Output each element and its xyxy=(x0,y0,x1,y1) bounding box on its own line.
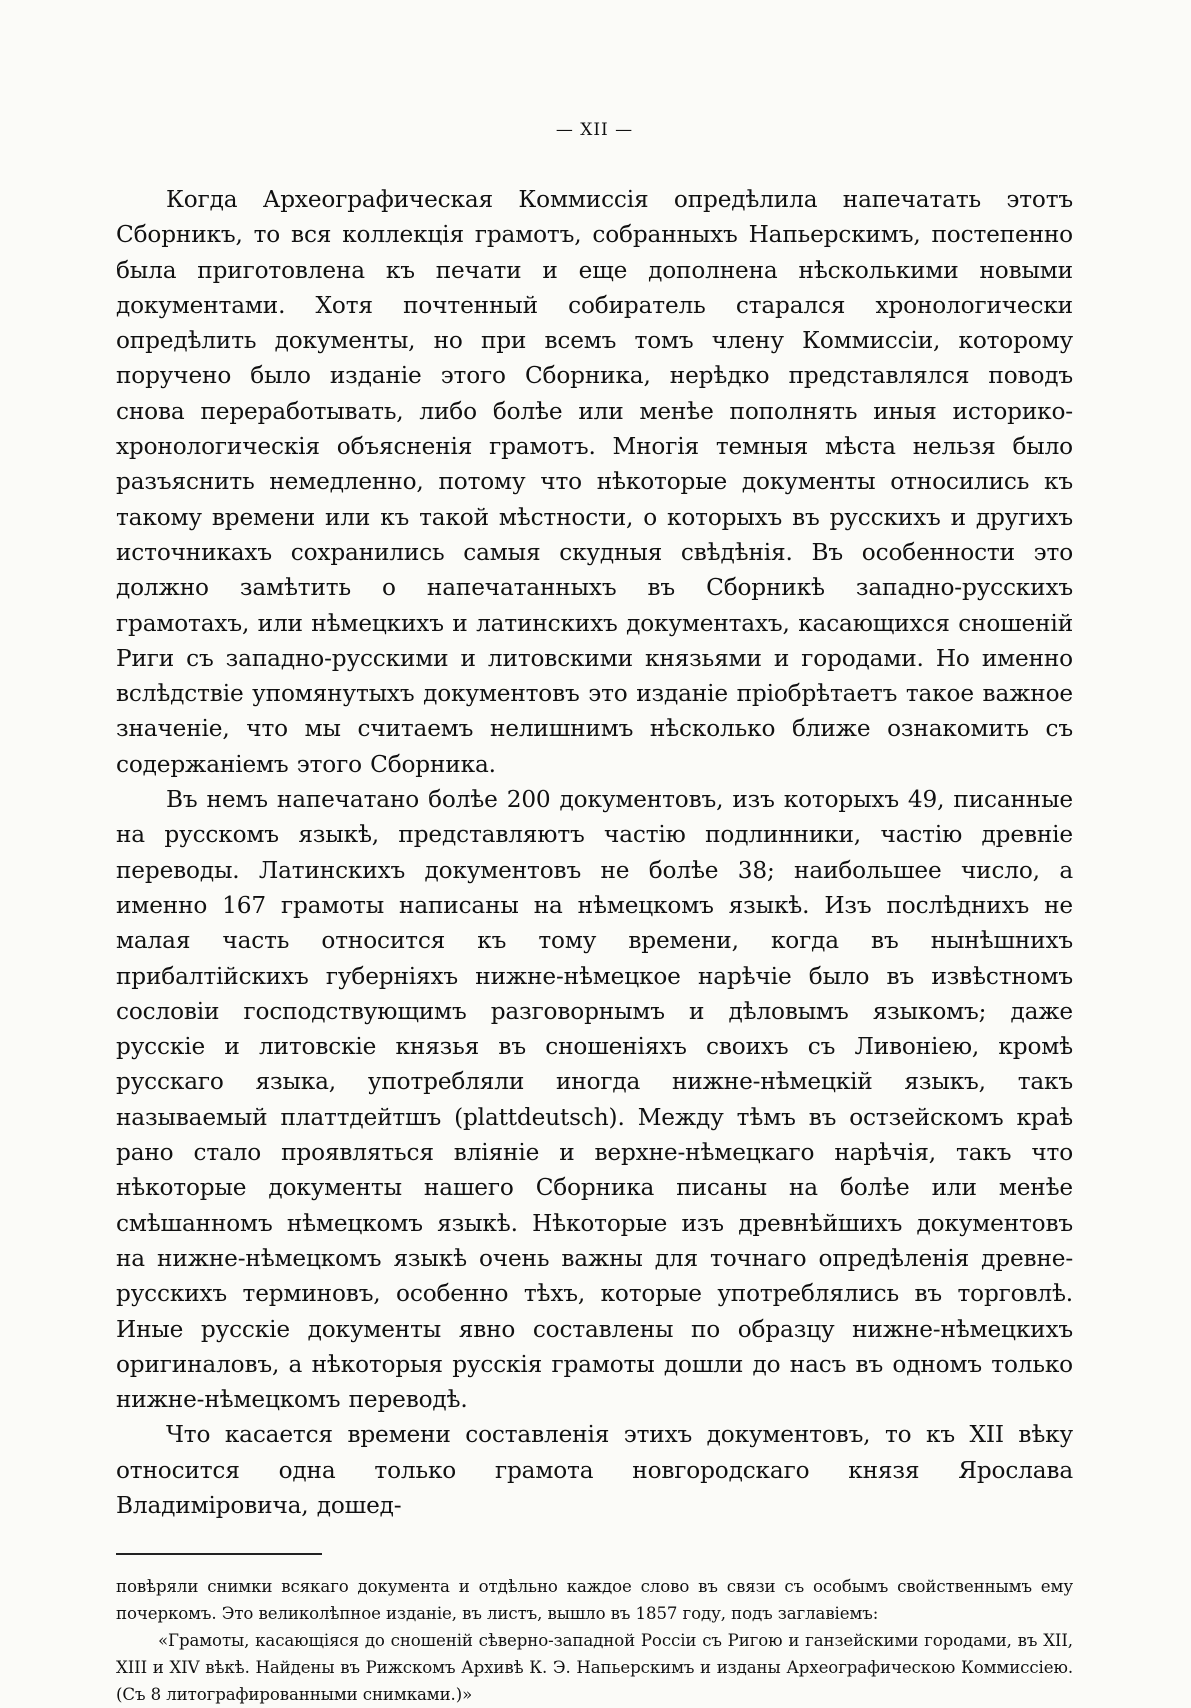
main-text xyxy=(116,182,1073,1523)
paragraph: Что касается времени составленія этихъ документовъ, то къ XII вѣку относится одна только грамота новгородскаго князя Ярослава Владиміровича, дошед- xyxy=(116,1421,1073,1519)
footnote-title-citation: «Грамоты, касающіяся до сношеній сѣверно-западной Россіи съ Ригою и ганзейскими городами, въ XII, XIII и XIV вѣкѣ. Найдены въ Рижскомъ Архивѣ К. Э. Напьерскимъ и изданы Археографическою Коммиссіею. (Съ 8 литографированными снимками.)» xyxy=(116,1631,1073,1705)
footnotes xyxy=(116,1573,1073,1708)
page-number: — XII — xyxy=(555,120,634,140)
paragraph: Когда Археографическая Коммиссія опредѣлила напечатать этотъ Сборникъ, то вся коллекція грамотъ, собранныхъ Напьерскимъ, постепенно была приготовлена къ печати и еще дополнена нѣсколькими новыми документами. Хотя почтенный собиратель старался хронологически опредѣлить документы, но при всемъ томъ члену Коммиссіи, которому поручено было изданіе этого Сборника, нерѣдко представлялся поводъ снова переработывать, либо болѣе или менѣе пополнять иныя историко-хронологическія объясненія грамотъ. Многія темныя мѣста нельзя было разъяснить немедленно, потому что нѣкоторые документы относились къ такому времени или къ такой мѣстности, о которыхъ въ русскихъ и другихъ источникахъ сохранились самыя скудныя свѣдѣнія. Въ особенности это должно замѣтить о напечатанныхъ въ Сборникѣ западно-русскихъ грамотахъ, или нѣмецкихъ и латинскихъ документахъ, касающихся сношеній Риги съ западно-русскими и литовскими князьями и городами. Но именно вслѣдствіе упомянутыхъ документовъ это изданіе пріобрѣтаетъ такое важное значеніе, что мы считаемъ нелишнимъ нѣсколько ближе ознакомить съ содержаніемъ этого Сборника. xyxy=(116,186,1073,778)
footnote-divider xyxy=(116,1553,322,1555)
footnote-continuation: повѣряли снимки всякаго документа и отдѣльно каждое слово въ связи съ особымъ свойственнымъ ему почеркомъ. Это великолѣпное изданіе, въ листъ, вышло въ 1857 году, подъ заглавіемъ: xyxy=(116,1577,1073,1624)
paragraph: Въ немъ напечатано болѣе 200 документовъ, изъ которыхъ 49, писанные на русскомъ языкѣ, представляютъ частію подлинники, частію древніе переводы. Латинскихъ документовъ не болѣе 38; наибольшее число, а именно 167 грамоты написаны на нѣмецкомъ языкѣ. Изъ послѣднихъ не малая часть относится къ тому времени, когда въ нынѣшнихъ прибалтійскихъ губерніяхъ нижне-нѣмецкое нарѣчіе было въ извѣстномъ сословіи господствующимъ разговорнымъ и дѣловымъ языкомъ; даже русскіе и литовскіе князья въ сношеніяхъ своихъ съ Ливоніею, кромѣ русскаго языка, употребляли иногда нижне-нѣмецкій языкъ, такъ называемый платтдейтшъ (plattdeutsch). Между тѣмъ въ остзейскомъ краѣ рано стало проявляться вліяніе и верхне-нѣмецкаго нарѣчія, такъ что нѣкоторые документы нашего Сборника писаны на болѣе или менѣе смѣшанномъ нѣмецкомъ языкѣ. Нѣкоторые изъ древнѣйшихъ документовъ на нижне-нѣмецкомъ языкѣ очень важны для точнаго опредѣленія древне-русскихъ терминовъ, особенно тѣхъ, которые употреблялись въ торговлѣ. Иные русскіе документы явно составлены по образцу нижне-нѣмецкихъ оригиналовъ, а нѣкоторыя русскія грамоты дошли до насъ въ одномъ только нижне-нѣмецкомъ переводѣ. xyxy=(116,786,1073,1414)
